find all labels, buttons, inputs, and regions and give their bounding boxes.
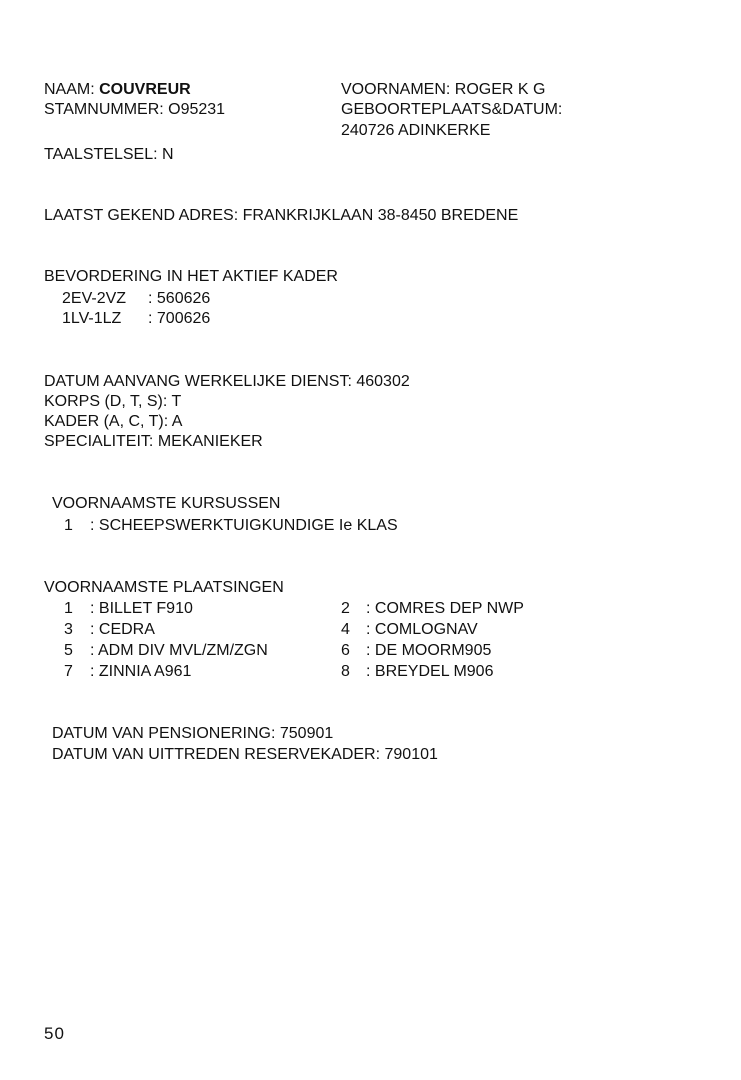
kursus-text: : SCHEEPSWERKTUIGKUNDIGE Ie KLAS <box>90 517 398 534</box>
plaatsing-num: 1 <box>64 600 73 617</box>
plaatsing-num: 3 <box>64 621 73 638</box>
plaatsing-text: : ZINNIA A961 <box>90 663 192 680</box>
kursus-num: 1 <box>64 517 73 534</box>
plaatsing-text: : COMLOGNAV <box>366 621 478 638</box>
plaatsing-num: 6 <box>341 642 350 659</box>
geboorte-value: 240726 ADINKERKE <box>341 122 491 139</box>
plaatsing-num: 7 <box>64 663 73 680</box>
page-number: 50 <box>44 1024 65 1043</box>
stamnummer: STAMNUMMER: O95231 <box>44 101 226 118</box>
bevordering-item <box>62 289 126 309</box>
bevordering-date: : 560626 <box>148 290 211 307</box>
pensionering: DATUM VAN PENSIONERING: 750901 <box>52 725 334 742</box>
plaatsing-num: 2 <box>341 600 350 617</box>
dienst-aanvang: DATUM AANVANG WERKELIJKE DIENST: 460302 <box>44 373 410 390</box>
naam-line <box>44 80 191 100</box>
plaatsing-num: 8 <box>341 663 350 680</box>
bevordering-date: : 700626 <box>148 310 211 327</box>
plaatsing-text: : CEDRA <box>90 621 155 638</box>
plaatsing-num: 5 <box>64 642 73 659</box>
bevordering-title: BEVORDERING IN HET AKTIEF KADER <box>44 268 338 285</box>
plaatsing-text: : COMRES DEP NWP <box>366 600 524 617</box>
specialiteit: SPECIALITEIT: MEKANIEKER <box>44 433 263 450</box>
uittreden-reservekader: DATUM VAN UITTREDEN RESERVEKADER: 790101 <box>52 746 438 763</box>
plaatsing-text: : DE MOORM905 <box>366 642 492 659</box>
plaatsing-text: : BREYDEL M906 <box>366 663 494 680</box>
kursussen-title: VOORNAAMSTE KURSUSSEN <box>52 495 281 512</box>
adres: LAATST GEKEND ADRES: FRANKRIJKLAAN 38-8450 BREDENE <box>44 207 519 224</box>
plaatsing-text: : BILLET F910 <box>90 600 193 617</box>
kader: KADER (A, C, T): A <box>44 413 183 430</box>
bevordering-item <box>62 309 121 329</box>
voornamen: VOORNAMEN: ROGER K G <box>341 81 546 98</box>
plaatsing-num: 4 <box>341 621 350 638</box>
plaatsingen-title: VOORNAAMSTE PLAATSINGEN <box>44 579 284 596</box>
geboorte-label: GEBOORTEPLAATS&DATUM: <box>341 101 563 118</box>
bevordering-rank: 2EV-2VZ <box>62 290 127 307</box>
naam-label: NAAM: <box>44 81 95 98</box>
taalstelsel: TAALSTELSEL: N <box>44 146 174 163</box>
korps: KORPS (D, T, S): T <box>44 393 182 410</box>
bevordering-rank: 1LV-1LZ <box>62 310 122 327</box>
plaatsing-text: : ADM DIV MVL/ZM/ZGN <box>90 642 268 659</box>
naam-value: COUVREUR <box>99 81 191 98</box>
